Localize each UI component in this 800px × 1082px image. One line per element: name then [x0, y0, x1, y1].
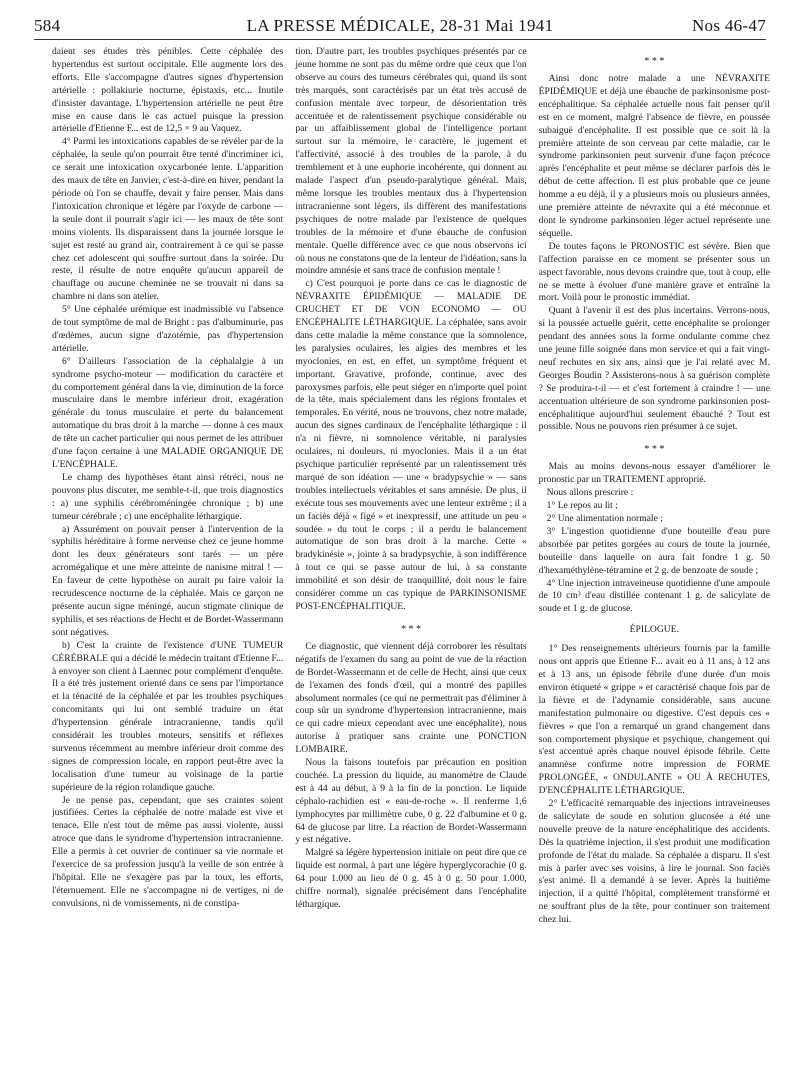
paragraph: b) C'est la crainte de l'existence d'UNE TUMEUR CÉRÉBRALE qui a décidé le médecin traitant d'Etienne F... à envoyer son client à Laennec pour complément d'enquête. Il a été très justement orienté dans ce sens par l'importance et la ténacité de la céphalée et par les troubles psychiques concomitants qui lui ont semblé traduire un état d'hypertension générale intracranienne, tandis qu'il considérait les troubles moteurs, sensitifs et réflexes survenus récemment au membre inférieur droit comme des signes de compression locale, en rapport peut-être avec la localisation d'une tumeur au voisinage de la partie supérieure de la région rolandique gauche.: [52, 639, 284, 793]
paragraph: Le champ des hypothèses étant ainsi rétréci, nous ne pouvons plus discuter, me semble-t-il, que trois diagnostics : a) une syphilis cérébroméningée chronique ; b) une tumeur cérébrale ; c) une encéphalite léthargique.: [52, 471, 284, 522]
issue-number: Nos 46-47: [691, 16, 766, 35]
section-heading: ÉPILOGUE.: [629, 624, 679, 636]
column-2: [295, 46, 526, 1062]
section-separator: * * *: [644, 444, 665, 456]
paragraph: De toutes façons le PRONOSTIC est sévère. Bien que l'affection paraisse en ce moment se présenter sous un aspect favorable, nous devons craindre que, tout à coup, elle ne se mette à évoluer d'une manière grave et entraîne la mort. Voilà pour le pronostic immédiat.: [538, 240, 770, 304]
header-rule: [34, 39, 766, 40]
paragraph: c) C'est pourquoi je porte dans ce cas le diagnostic de NÉVRAXITE ÉPIDÉMIQUE — MALADIE DE CRUCHET ET DE VON ECONOMO — OU ENCÉPHALITE LÉTHARGIQUE. La céphalée, sans avoir dans cette maladie la même constance que la somnolence, les paralysies oculaires, les algies des membres et les myoclonies, en est, en effet, un symptôme fréquent et important. Gravative, profonde, continue, avec des paroxysmes parfois, elle peut siéger en n'importe quel point de la tête, mais spécialement dans les régions frontales et temporales. En vérité, nous ne trouvons, chez notre malade, aucun des signes cardinaux de l'encéphalite léthargique : il n'a ni fièvre, ni somnolence véritable, ni paralysies oculaires, ni douleurs, ni myoclonies. Mais il a un état psychique particulier représenté par un ralentissement très marqué de son idéation — une « bradypsychie » — sans troubles intellectuels véritables et sans amnésie. De plus, il exécute tous ses mouvements avec une lenteur extrême ; il a un faciès déjà « figé » et inexpressif, une attitude un peu « soudée » du tout le corps ; il a perdu le balancement automatique de son bras droit à la marche. Cette « bradykinésie », jointe à sa bradypsychie, à son indifférence à tout ce qui se passe autour de lui, à sa constante immobilité et son désir de tranquillité, doit nous le faire considérer comme un cas typique de PARKINSONISME POST-ENCÉPHALITIQUE.: [295, 278, 527, 612]
list-item: 2° Une alimentation normale ;: [546, 513, 663, 524]
paragraph: Mais au moins devons-nous essayer d'améliorer le pronostic par un TRAITEMENT approprié.: [538, 461, 770, 486]
column-1: [52, 46, 283, 1062]
journal-title: LA PRESSE MÉDICALE, 28-31 Mai 1941: [246, 16, 554, 35]
column-3: [539, 46, 770, 1062]
paragraph: Nous allons prescrire :: [546, 487, 634, 499]
section-separator: * * *: [400, 623, 421, 635]
list-item: 4° Une injection intraveineuse quotidienne d'une ampoule de 10 cm³ d'eau distillée contenant 1 g. de salicylate de soude et 1 g. de glucose.: [538, 577, 770, 615]
page-number: 584: [34, 16, 61, 35]
paragraph: Nous la faisons toutefois par précaution en position couchée. La pression du liquide, au manomètre de Claude est à 44 au début, à 9 à la fin de la ponction. Le liquide céphalo-rachidien est « eau-de-roche ». Il renferme 1,6 lymphocytes par millimètre cube, 0 g. 22 d'albumine et 0 g. 64 de glucose par litre. La réaction de Bordet-Wassermann y est négative.: [295, 757, 527, 846]
paragraph: 4° Parmi les intoxications capables de se révéler par de la céphalée, la seule qu'on pourrait être tenté d'incriminer ici, ce serait une intoxication oxycarbonée lente. L'apparition des maux de tête en Janvier, c'est-à-dire en hiver, pendant la période où l'on se chauffe, devait y faire penser. Mais dans l'intoxication chronique et légère par l'oxyde de carbone — la seule dont il pourrait s'agir ici — les maux de tête sont moins violents. Ils disparaissent dans la journée lorsque le sujet est resté au grand air, contrairement à ce qui se passe chez cet adolescent qui souffre surtout dans la soirée. Du reste, il résulte de notre enquête qu'aucun appareil de chauffage ou aucune cheminée ne se trouvait ni dans sa chambre ni dans son atelier.: [52, 136, 284, 303]
section-separator: * * *: [644, 56, 665, 67]
paragraph: a) Assurément on pouvait penser à l'intervention de la syphilis héréditaire à forme nerveuse chez ce jeune homme dont les deux générateurs sont tarés — un père acromégalique et une mère atteinte de nanisme mitral ! — En faveur de cette hypothèse on aurait pu faire valoir la recrudescence nocturne de la céphalée. Mais ce garçon ne présente aucun signe méningé, aucun stigmate clinique de syphilis, et ses réactions de Hecht et de Bordet-Wassermann sont négatives.: [52, 523, 284, 638]
paragraph: 6° D'ailleurs l'association de la céphalalgie à un syndrome psycho-moteur — modification du caractère et du comportement général dans la vie, diminution de la force musculaire dans le membre inférieur droit, exagération générale du tonus musculaire et perte du balancement automatique du bras droit à la marche — donne à ces maux de tête un cachet particulier qui nous permet de les attribuer d'une façon certaine à une MALADIE ORGANIQUE DE L'ENCÉPHALE.: [52, 355, 284, 470]
list-item: 1° Le repos au lit ;: [546, 500, 618, 512]
paragraph: tion. D'autre part, les troubles psychiques présentés par ce jeune homme ne sont pas du même ordre que ceux que l'on observe au cours des tumeurs cérébrales qui, quand ils sont très marqués, sont caractérisés par un état très accusé de confusion mentale avec torpeur, de désorientation très accentuée et de ralentissement psychique considérable ou par un affaiblissement global de l'intelligence portant surtout sur la mémoire, le caractère, le jugement et l'affectivité, associé à des troubles de la parole, à du tremblement et à une euphorie incohérente, qui donnent au malade l'aspect d'un pseudo-paralytique général. Mais, même lorsque les troubles mentaux dus à l'hypertension intracranienne sont légers, ils diffèrent des manifestations psychiques de notre malade par l'existence de quelques troubles de la mémoire et d'une ébauche de confusion mentale. Quelle différence avec ce que nous observons ici où nous ne constatons que de la lenteur de l'idéation, sans la moindre amnésie et sans trace de confusion mentale !: [295, 46, 527, 277]
paragraph: 5° Une céphalée urémique est inadmissible vu l'absence de tout symptôme de mal de Bright : pas d'albuminurie, pas d'œdèmes, aucun signe d'azotémie, pas d'hypertension artérielle.: [52, 304, 284, 354]
paragraph: Je ne pense pas, cependant, que ses craintes soient justifiées. Certes la céphalée de notre malade est vive et tenace. Elle n'est tout de même pas aussi violente, aussi atroce que dans le syndrome d'hypertension intracranienne. Elle a permis à cet ouvrier de continuer sa vie normale et l'exercice de sa profession jusqu'à la veille de son entrée à l'hôpital. Elle ne s'exagère pas par la toux, les efforts, l'éternuement. Elle ne s'accompagne ni de vertiges, ni de convulsions, ni de vomissements, ni de constipa-: [52, 794, 284, 909]
paragraph: Quant à l'avenir il est des plus incertains. Verrons-nous, si la poussée actuelle guérit, cette encéphalite se prolonger pendant des années sous la forme ondulante comme chez une jeune fille soignée dans mon service et qui a fait vingt-neuf rechutes en six ans, ainsi que je l'ai relaté avec M. Georges Boudin ? Assisterons-nous à sa guérison complète ? Se produira-t-il — et c'est fortement à craindre ! — une accentuation ultérieure de son syndrome parkinsonien post-encéphalitique aujourd'hui seulement ébauché ? Tout est possible. Nous ne pouvons rien présumer à ce sujet.: [538, 305, 770, 433]
paragraph: 1° Des renseignements ultérieurs fournis par la famille nous ont appris que Etienne F... avait eu à 11 ans, à 12 ans et à 13 ans, un épisode fébrile d'une durée d'un mois environ étiqueté « grippe » et caractérisé chaque fois par de la fièvre et de l'adynamie considérable, sans aucune manifestation pulmonaire ou digestive. C'est depuis ces « fièvres » que l'on a remarqué un grand changement dans son comportement physique et psychique, changement qui s'est accentué après chaque nouvel épisode fébrile. Cette anamnèse confirme notre impression de FORME PROLONGÉE, « ONDULANTE » OU À RECHUTES, D'ENCÉPHALITE LÉTHARGIQUE.: [538, 643, 770, 797]
page-header: [34, 16, 766, 38]
paragraph: Ainsi donc notre malade a une NÉVRAXITE ÉPIDÉMIQUE et déjà une ébauche de parkinsonisme post-encéphalitique. Sa céphalée actuelle nous fait penser qu'il est en ce moment, malgré l'absence de fièvre, en poussée subaiguë d'encéphalite. Il est possible que ce soit là la première atteinte de son cerveau par cette maladie, car le syndrome parkinsonien peut survenir d'une façon précoce après l'encéphalite et peut même se déclarer parfois dès le début de cette affection. Il est plus probable que ce jeune homme a eu déjà, il y a plusieurs mois ou plusieurs années, une première atteinte de névraxite qui a été méconnue et dont le syndrome parkinsonien léger actuel représente une séquelle.: [538, 73, 770, 239]
paragraph: Ce diagnostic, que viennent déjà corroborer les résultats négatifs de l'examen du sang au point de vue de la réaction de Bordet-Wassermann et de celle de Hecht, ainsi que ceux de l'examen des fonds d'œil, qui a montré des papilles absolument normales (ce qui ne permettrait pas d'éliminer à coup sûr un syndrome d'hypertension intracranienne, mais ce qui cadre mieux cependant avec une encéphalite), nous autorise à pratiquer sans crainte une PONCTION LOMBAIRE.: [295, 640, 527, 756]
list-item: 3° L'ingestion quotidienne d'une bouteille d'eau pure absorbée par petites gorgées au cours de toute la journée, bouteille dans laquelle on aura fait fondre 1 g. 50 d'hexaméthylène-tétramine et 2 g. de benzoate de soude ;: [538, 525, 770, 576]
paragraph: 2° L'efficacité remarquable des injections intraveineuses de salicylate de soude en solution glucosée a été une nouvelle preuve de la nature encéphalitique des accidents. Dès la quatrième injection, il s'est produit une modification profonde de l'état du malade. Sa céphalée a disparu. Il s'est mis à parler avec ses voisins, à lire le journal. Son faciès s'est animé. Il a demandé à se lever. Après la huitième injection, il a quitté l'hôpital, complètement transformé et ne souffrant plus de la tête, pour continuer son traitement chez lui.: [538, 798, 770, 926]
paragraph: Malgré sa légère hypertension initiale on peut dire que ce liquide est normal, à part une légère hyperglycorachie (0 g. 64 pour 1.000 au lieu de 0 g. 45 à 0 g. 50 pour 1.000, chiffre normal), signalée précisément dans l'encéphalite léthargique.: [295, 847, 527, 910]
paragraph: daient ses études très pénibles. Cette céphalée des hypertendus est surtout occipitale. Elle augmente lors des efforts. Elle s'accompagne d'autres signes d'hypertension artérielle : pollakiurie nocturne, épistaxis, etc... Inutile d'insister davantage. L'hypertension artérielle ne peut être mise en cause dans le cas actuel puisque la pression artérielle d'Etienne F... est de 12,5 × 9 au Vaquez.: [52, 46, 284, 135]
article-body: [52, 46, 770, 1062]
